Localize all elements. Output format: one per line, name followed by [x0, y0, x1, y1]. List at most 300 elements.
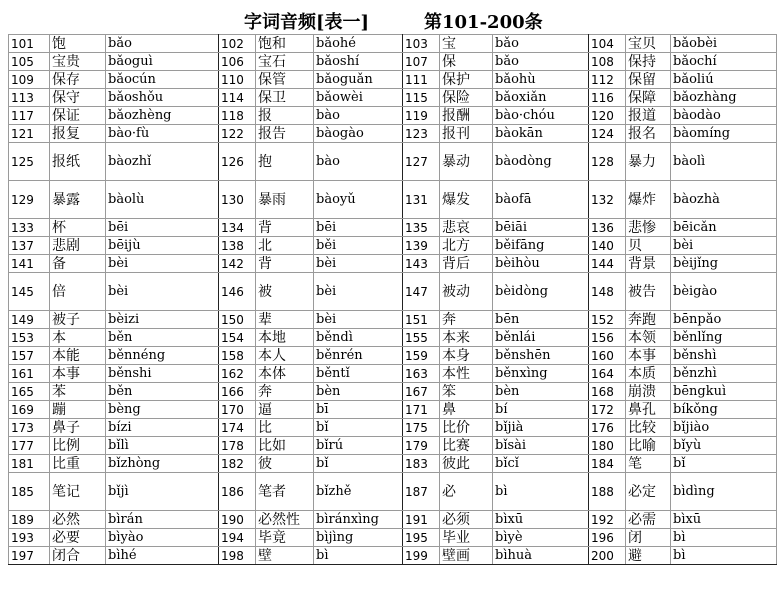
table-row	[9, 143, 777, 181]
entry-word: 保留	[626, 71, 671, 89]
table-row	[9, 53, 777, 71]
entry-number: 196	[589, 529, 626, 547]
entry-word: 必须	[440, 511, 493, 529]
entry-number: 130	[219, 181, 256, 219]
entry-pinyin: bǎohé	[314, 35, 403, 53]
entry-number: 146	[219, 273, 256, 311]
entry-pinyin: běnlǐng	[671, 329, 777, 347]
title-main: 字词音频[表一]	[244, 12, 370, 33]
entry-word: 辈	[256, 311, 314, 329]
entry-word: 报刊	[440, 125, 493, 143]
entry-word: 鼻	[440, 401, 493, 419]
entry-number: 157	[9, 347, 50, 365]
entry-word: 毕竟	[256, 529, 314, 547]
entry-word: 备	[50, 255, 106, 273]
entry-number: 110	[219, 71, 256, 89]
entry-number: 165	[9, 383, 50, 401]
entry-number: 192	[589, 511, 626, 529]
entry-pinyin: běntǐ	[314, 365, 403, 383]
word-table	[8, 34, 777, 565]
entry-word: 悲哀	[440, 219, 493, 237]
entry-number: 150	[219, 311, 256, 329]
entry-pinyin: bēn	[493, 311, 589, 329]
entry-number: 190	[219, 511, 256, 529]
entry-number: 118	[219, 107, 256, 125]
entry-word: 比如	[256, 437, 314, 455]
entry-word: 比例	[50, 437, 106, 455]
entry-pinyin: bèi	[314, 273, 403, 311]
entry-word: 本体	[256, 365, 314, 383]
entry-pinyin: bì	[671, 547, 777, 565]
table-row	[9, 255, 777, 273]
entry-pinyin: bàozhà	[671, 181, 777, 219]
entry-number: 120	[589, 107, 626, 125]
entry-pinyin: bìhuà	[493, 547, 589, 565]
entry-word: 奔跑	[626, 311, 671, 329]
entry-number: 176	[589, 419, 626, 437]
entry-pinyin: bǎobèi	[671, 35, 777, 53]
entry-pinyin: bèi	[314, 255, 403, 273]
entry-word: 本性	[440, 365, 493, 383]
entry-word: 背	[256, 255, 314, 273]
table-row	[9, 107, 777, 125]
entry-pinyin: bèidòng	[493, 273, 589, 311]
entry-number: 193	[9, 529, 50, 547]
entry-pinyin: bí	[493, 401, 589, 419]
entry-number: 170	[219, 401, 256, 419]
entry-number: 162	[219, 365, 256, 383]
entry-pinyin: bǎozhèng	[106, 107, 219, 125]
entry-pinyin: bèi	[671, 237, 777, 255]
entry-number: 148	[589, 273, 626, 311]
entry-number: 149	[9, 311, 50, 329]
entry-number: 171	[403, 401, 440, 419]
entry-word: 报名	[626, 125, 671, 143]
entry-number: 144	[589, 255, 626, 273]
entry-pinyin: bàomíng	[671, 125, 777, 143]
entry-number: 140	[589, 237, 626, 255]
entry-pinyin: bàokān	[493, 125, 589, 143]
table-row	[9, 401, 777, 419]
entry-pinyin: bàodòng	[493, 143, 589, 181]
entry-number: 132	[589, 181, 626, 219]
entry-pinyin: bǎoguì	[106, 53, 219, 71]
entry-pinyin: běnxìng	[493, 365, 589, 383]
title-range: 第101-200条	[424, 12, 543, 33]
entry-word: 保障	[626, 89, 671, 107]
entry-word: 彼	[256, 455, 314, 473]
entry-word: 本人	[256, 347, 314, 365]
entry-word: 避	[626, 547, 671, 565]
entry-word: 鼻孔	[626, 401, 671, 419]
entry-word: 壁画	[440, 547, 493, 565]
table-row	[9, 473, 777, 511]
entry-number: 183	[403, 455, 440, 473]
entry-word: 宝贵	[50, 53, 106, 71]
entry-number: 123	[403, 125, 440, 143]
entry-pinyin: bào·chóu	[493, 107, 589, 125]
entry-word: 被动	[440, 273, 493, 311]
entry-number: 105	[9, 53, 50, 71]
entry-pinyin: bǎoxiǎn	[493, 89, 589, 107]
entry-number: 174	[219, 419, 256, 437]
entry-number: 138	[219, 237, 256, 255]
entry-word: 笔记	[50, 473, 106, 511]
entry-word: 爆发	[440, 181, 493, 219]
entry-pinyin: běnnéng	[106, 347, 219, 365]
entry-number: 195	[403, 529, 440, 547]
entry-number: 137	[9, 237, 50, 255]
entry-number: 109	[9, 71, 50, 89]
entry-pinyin: bàozhǐ	[106, 143, 219, 181]
entry-number: 153	[9, 329, 50, 347]
entry-number: 122	[219, 125, 256, 143]
entry-pinyin: bǐlì	[106, 437, 219, 455]
table-row	[9, 237, 777, 255]
entry-pinyin: bìxū	[493, 511, 589, 529]
entry-word: 北方	[440, 237, 493, 255]
entry-number: 154	[219, 329, 256, 347]
entry-pinyin: bǐjiào	[671, 419, 777, 437]
entry-number: 129	[9, 181, 50, 219]
table-row	[9, 329, 777, 347]
entry-word: 本身	[440, 347, 493, 365]
entry-number: 152	[589, 311, 626, 329]
entry-pinyin: bàodào	[671, 107, 777, 125]
entry-word: 背景	[626, 255, 671, 273]
entry-pinyin: bàolì	[671, 143, 777, 181]
entry-word: 笔	[626, 455, 671, 473]
entry-pinyin: bǎoshǒu	[106, 89, 219, 107]
entry-number: 159	[403, 347, 440, 365]
entry-word: 暴力	[626, 143, 671, 181]
entry-pinyin: bēnpǎo	[671, 311, 777, 329]
entry-word: 比	[256, 419, 314, 437]
entry-pinyin: bǎowèi	[314, 89, 403, 107]
entry-number: 126	[219, 143, 256, 181]
table-row	[9, 35, 777, 53]
entry-word: 背	[256, 219, 314, 237]
entry-word: 保存	[50, 71, 106, 89]
entry-number: 179	[403, 437, 440, 455]
entry-number: 117	[9, 107, 50, 125]
entry-word: 必然性	[256, 511, 314, 529]
entry-number: 102	[219, 35, 256, 53]
entry-pinyin: bǐ	[314, 419, 403, 437]
entry-pinyin: bǎoshí	[314, 53, 403, 71]
entry-pinyin: bǎochí	[671, 53, 777, 71]
entry-number: 184	[589, 455, 626, 473]
entry-pinyin: bēngkuì	[671, 383, 777, 401]
entry-number: 172	[589, 401, 626, 419]
entry-pinyin: běifāng	[493, 237, 589, 255]
entry-number: 158	[219, 347, 256, 365]
page-title	[0, 0, 782, 34]
entry-pinyin: běnlái	[493, 329, 589, 347]
entry-word: 报复	[50, 125, 106, 143]
entry-word: 报	[256, 107, 314, 125]
entry-pinyin: bìyào	[106, 529, 219, 547]
entry-pinyin: běn	[106, 383, 219, 401]
entry-word: 必然	[50, 511, 106, 529]
entry-pinyin: bàofā	[493, 181, 589, 219]
entry-pinyin: bào	[314, 143, 403, 181]
entry-number: 113	[9, 89, 50, 107]
table-row	[9, 419, 777, 437]
entry-number: 128	[589, 143, 626, 181]
entry-word: 杯	[50, 219, 106, 237]
entry-word: 悲剧	[50, 237, 106, 255]
entry-number: 163	[403, 365, 440, 383]
entry-number: 112	[589, 71, 626, 89]
entry-number: 145	[9, 273, 50, 311]
entry-word: 北	[256, 237, 314, 255]
entry-pinyin: bàolù	[106, 181, 219, 219]
entry-pinyin: bìrán	[106, 511, 219, 529]
entry-pinyin: běnshi	[106, 365, 219, 383]
entry-number: 188	[589, 473, 626, 511]
entry-pinyin: bǎozhàng	[671, 89, 777, 107]
entry-word: 被	[256, 273, 314, 311]
entry-word: 宝石	[256, 53, 314, 71]
entry-number: 111	[403, 71, 440, 89]
entry-number: 151	[403, 311, 440, 329]
entry-word: 保持	[626, 53, 671, 71]
entry-number: 178	[219, 437, 256, 455]
entry-pinyin: bèn	[314, 383, 403, 401]
table-row	[9, 219, 777, 237]
entry-word: 宝	[440, 35, 493, 53]
entry-pinyin: bǐ	[671, 455, 777, 473]
table-row	[9, 529, 777, 547]
entry-word: 本地	[256, 329, 314, 347]
entry-pinyin: bèi	[314, 311, 403, 329]
entry-number: 131	[403, 181, 440, 219]
entry-pinyin: bǐrú	[314, 437, 403, 455]
entry-word: 抱	[256, 143, 314, 181]
entry-word: 保险	[440, 89, 493, 107]
entry-word: 贝	[626, 237, 671, 255]
entry-pinyin: bǎohù	[493, 71, 589, 89]
entry-word: 暴露	[50, 181, 106, 219]
word-table-body	[9, 35, 777, 565]
entry-pinyin: bǎoliú	[671, 71, 777, 89]
entry-pinyin: bèi	[106, 273, 219, 311]
entry-number: 124	[589, 125, 626, 143]
entry-word: 必定	[626, 473, 671, 511]
entry-word: 奔	[440, 311, 493, 329]
entry-number: 133	[9, 219, 50, 237]
entry-pinyin: bǐcǐ	[493, 455, 589, 473]
entry-number: 199	[403, 547, 440, 565]
entry-pinyin: běn	[106, 329, 219, 347]
entry-word: 毕业	[440, 529, 493, 547]
entry-pinyin: bǎo	[106, 35, 219, 53]
table-row	[9, 547, 777, 565]
entry-number: 167	[403, 383, 440, 401]
entry-pinyin: bǐyù	[671, 437, 777, 455]
entry-pinyin: bēiāi	[493, 219, 589, 237]
table-row	[9, 455, 777, 473]
entry-number: 185	[9, 473, 50, 511]
entry-number: 182	[219, 455, 256, 473]
table-row	[9, 383, 777, 401]
entry-word: 本能	[50, 347, 106, 365]
entry-word: 饱和	[256, 35, 314, 53]
entry-pinyin: bào·fù	[106, 125, 219, 143]
entry-number: 104	[589, 35, 626, 53]
entry-pinyin: bàogào	[314, 125, 403, 143]
entry-number: 108	[589, 53, 626, 71]
entry-number: 116	[589, 89, 626, 107]
entry-word: 本来	[440, 329, 493, 347]
entry-word: 本事	[50, 365, 106, 383]
entry-number: 143	[403, 255, 440, 273]
entry-number: 177	[9, 437, 50, 455]
entry-number: 187	[403, 473, 440, 511]
entry-pinyin: bèijǐng	[671, 255, 777, 273]
entry-word: 壁	[256, 547, 314, 565]
entry-word: 被告	[626, 273, 671, 311]
entry-number: 186	[219, 473, 256, 511]
entry-number: 198	[219, 547, 256, 565]
entry-number: 155	[403, 329, 440, 347]
entry-word: 保证	[50, 107, 106, 125]
entry-pinyin: bèigào	[671, 273, 777, 311]
entry-pinyin: bǎo	[493, 35, 589, 53]
entry-number: 142	[219, 255, 256, 273]
entry-number: 106	[219, 53, 256, 71]
entry-number: 119	[403, 107, 440, 125]
entry-word: 奔	[256, 383, 314, 401]
entry-pinyin: bìránxìng	[314, 511, 403, 529]
entry-pinyin: bèi	[106, 255, 219, 273]
entry-pinyin: bǐsài	[493, 437, 589, 455]
entry-number: 107	[403, 53, 440, 71]
entry-pinyin: bíkǒng	[671, 401, 777, 419]
entry-word: 必需	[626, 511, 671, 529]
entry-word: 闭合	[50, 547, 106, 565]
entry-word: 比重	[50, 455, 106, 473]
entry-number: 173	[9, 419, 50, 437]
entry-word: 悲惨	[626, 219, 671, 237]
entry-word: 宝贝	[626, 35, 671, 53]
entry-word: 比较	[626, 419, 671, 437]
entry-pinyin: bìhé	[106, 547, 219, 565]
entry-pinyin: běnzhì	[671, 365, 777, 383]
entry-number: 156	[589, 329, 626, 347]
entry-word: 保守	[50, 89, 106, 107]
entry-pinyin: bǐzhě	[314, 473, 403, 511]
entry-word: 逼	[256, 401, 314, 419]
entry-number: 175	[403, 419, 440, 437]
entry-word: 报酬	[440, 107, 493, 125]
entry-number: 194	[219, 529, 256, 547]
entry-number: 125	[9, 143, 50, 181]
entry-pinyin: bìjìng	[314, 529, 403, 547]
entry-word: 本	[50, 329, 106, 347]
entry-word: 笔者	[256, 473, 314, 511]
entry-number: 169	[9, 401, 50, 419]
entry-pinyin: bǎo	[493, 53, 589, 71]
entry-pinyin: bì	[314, 547, 403, 565]
entry-pinyin: bǐ	[314, 455, 403, 473]
entry-pinyin: běnshì	[671, 347, 777, 365]
entry-pinyin: bǎoguǎn	[314, 71, 403, 89]
entry-word: 本领	[626, 329, 671, 347]
entry-pinyin: bìdìng	[671, 473, 777, 511]
entry-pinyin: bèihòu	[493, 255, 589, 273]
table-row	[9, 71, 777, 89]
entry-word: 爆炸	[626, 181, 671, 219]
entry-number: 103	[403, 35, 440, 53]
entry-word: 崩溃	[626, 383, 671, 401]
entry-word: 苯	[50, 383, 106, 401]
entry-pinyin: bào	[314, 107, 403, 125]
entry-word: 鼻子	[50, 419, 106, 437]
entry-pinyin: bǎocún	[106, 71, 219, 89]
entry-number: 134	[219, 219, 256, 237]
entry-number: 164	[589, 365, 626, 383]
table-row	[9, 89, 777, 107]
entry-word: 暴雨	[256, 181, 314, 219]
entry-pinyin: bízi	[106, 419, 219, 437]
entry-word: 必	[440, 473, 493, 511]
table-row	[9, 365, 777, 383]
table-row	[9, 347, 777, 365]
entry-number: 189	[9, 511, 50, 529]
table-row	[9, 125, 777, 143]
entry-word: 报纸	[50, 143, 106, 181]
entry-number: 114	[219, 89, 256, 107]
entry-number: 180	[589, 437, 626, 455]
entry-pinyin: bì	[671, 529, 777, 547]
entry-number: 139	[403, 237, 440, 255]
entry-word: 保管	[256, 71, 314, 89]
entry-word: 保	[440, 53, 493, 71]
entry-word: 必要	[50, 529, 106, 547]
entry-word: 比喻	[626, 437, 671, 455]
entry-pinyin: bēi	[106, 219, 219, 237]
entry-number: 127	[403, 143, 440, 181]
entry-pinyin: bèn	[493, 383, 589, 401]
entry-number: 121	[9, 125, 50, 143]
entry-number: 115	[403, 89, 440, 107]
entry-pinyin: bǐjià	[493, 419, 589, 437]
table-row	[9, 437, 777, 455]
entry-number: 166	[219, 383, 256, 401]
entry-word: 闭	[626, 529, 671, 547]
entry-pinyin: bēijù	[106, 237, 219, 255]
entry-pinyin: běnrén	[314, 347, 403, 365]
entry-pinyin: bèizi	[106, 311, 219, 329]
entry-word: 保卫	[256, 89, 314, 107]
entry-pinyin: běnshēn	[493, 347, 589, 365]
entry-word: 本事	[626, 347, 671, 365]
entry-number: 161	[9, 365, 50, 383]
table-row	[9, 273, 777, 311]
table-row	[9, 311, 777, 329]
entry-pinyin: bèng	[106, 401, 219, 419]
entry-number: 181	[9, 455, 50, 473]
entry-number: 200	[589, 547, 626, 565]
entry-pinyin: běndì	[314, 329, 403, 347]
entry-word: 倍	[50, 273, 106, 311]
entry-word: 被子	[50, 311, 106, 329]
table-row	[9, 181, 777, 219]
entry-pinyin: bìxū	[671, 511, 777, 529]
entry-word: 比赛	[440, 437, 493, 455]
